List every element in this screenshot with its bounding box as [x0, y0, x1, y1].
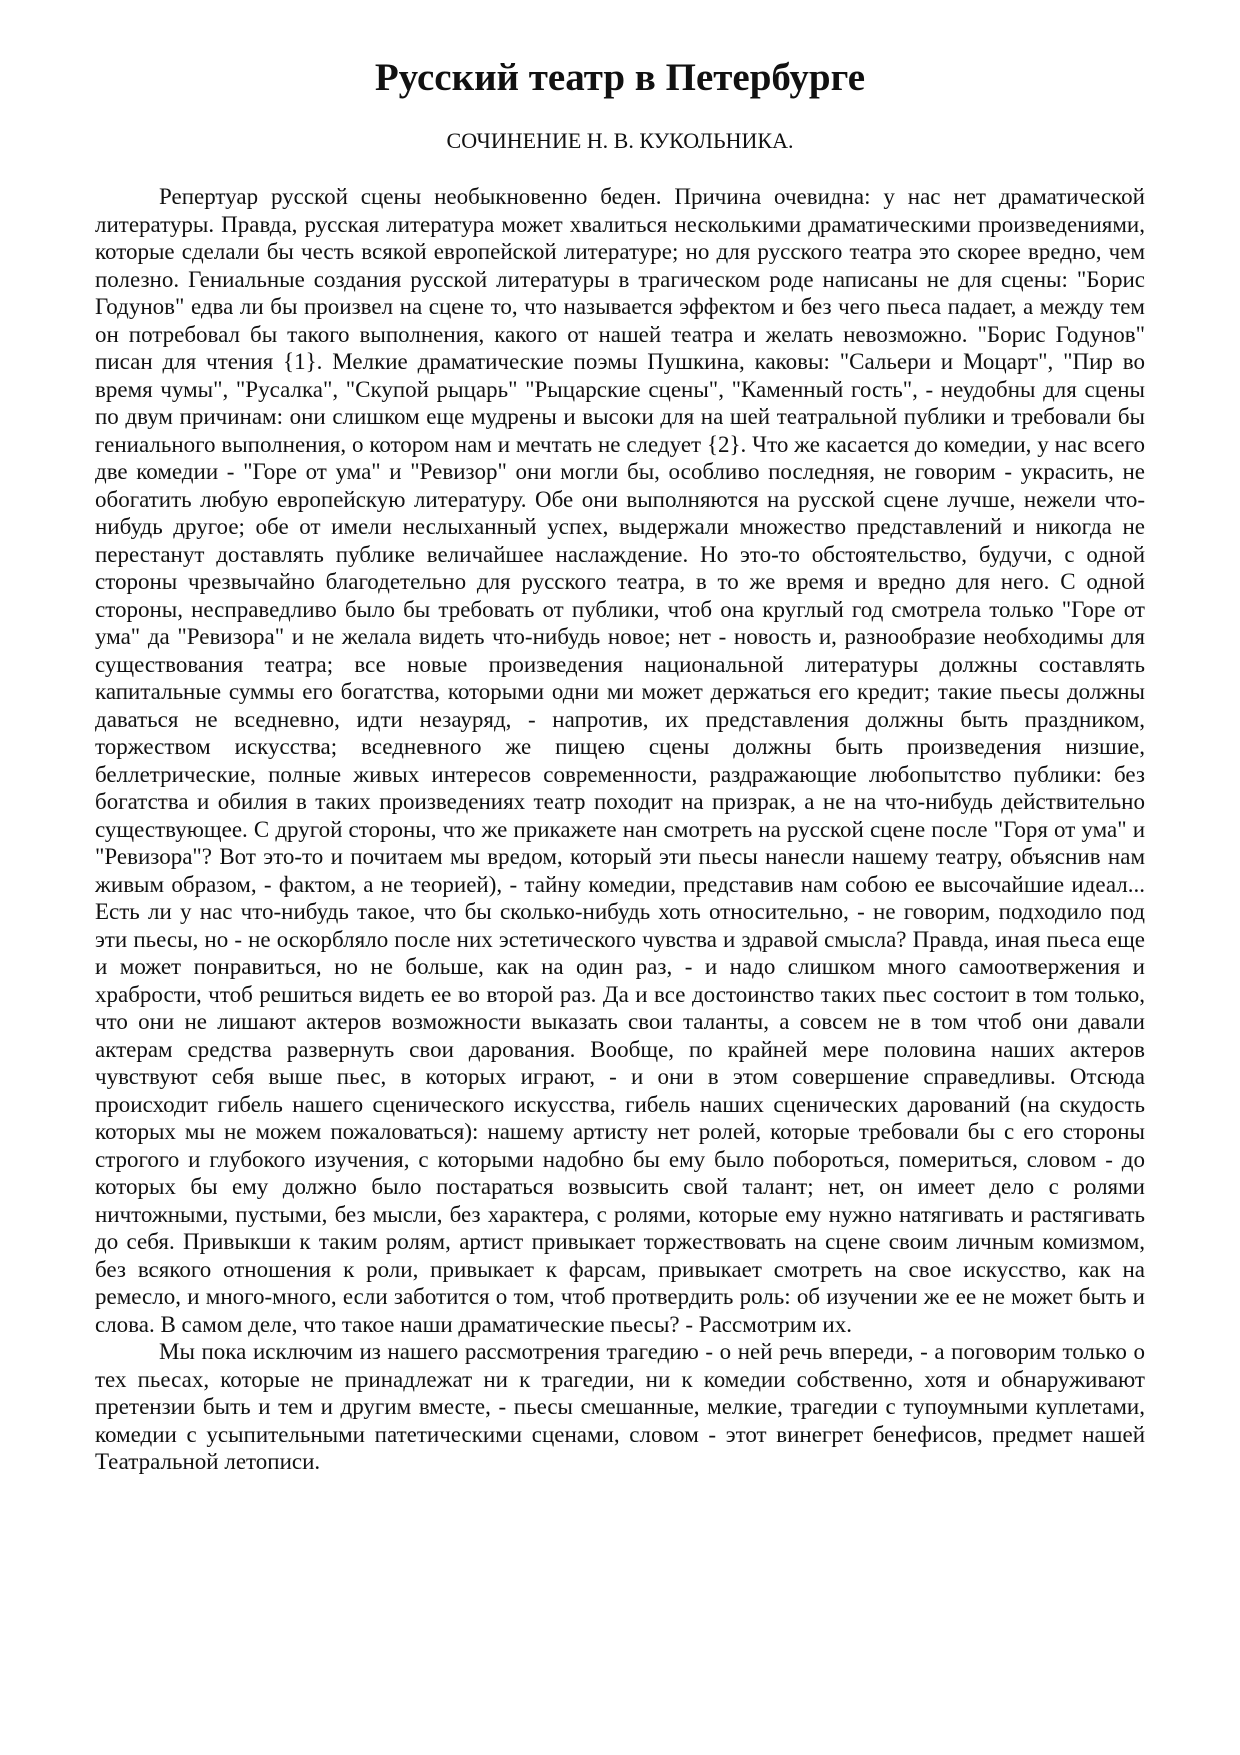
- paragraph: Репертуар русской сцены необыкновенно беден. Причина очевидна: у нас нет драматической литературы. Правда, русская литература может хвалиться несколькими драматическими произведениями, которые сделали бы честь всякой европейской литературе; но для русского театра это скорее вредно, чем полезно. Гениальные создания русской литературы в трагическом роде написаны не для сцены: "Борис Годунов" едва ли бы произвел на сцене то, что называется эффектом и без чего пьеса падает, а между тем он потребовал бы такого выполнения, какого от нашей театра и желать невозможно. "Борис Годунов" писан для чтения {1}. Мелкие драматические поэмы Пушкина, каковы: "Сальери и Моцарт", "Пир во время чумы", "Русалка", "Скупой рыцарь" "Рыцарские сцены", "Каменный гость", - неудобны для сцены по двум причинам: они слишком еще мудрены и высоки для на шей театральной публики и требовали бы гениального выполнения, о котором нам и мечтать не следует {2}. Что же касается до комедии, у нас всего две комедии - "Горе от ума" и "Ревизор" они могли бы, особливо последняя, не говорим - украсить, не обогатить любую европейскую литературу. Обе они выполняются на русской сцене лучше, нежели что-нибудь другое; обе от имели неслыханный успех, выдержали множество представлений и никогда не перестанут доставлять публике величайшее наслаждение. Но это-то обстоятельство, будучи, с одной стороны чрезвычайно благодетельно для русского театра, в то же время и вредно для него. С одной стороны, несправедливо было бы требовать от публики, чтоб она круглый год смотрела только "Горе от ума" да "Ревизора" и не желала видеть что-нибудь новое; нет - новость и, разнообразие необходимы для существования театра; все новые произведения национальной литературы должны составлять капитальные суммы его богатства, которыми одни ми может держаться его кредит; такие пьесы должны даваться не вседневно, идти незауряд, - напротив, их представления должны быть праздником, торжеством искусства; вседневного же пищею сцены должны быть произведения низшие, беллетрические, полные живых интересов современности, раздражающие любопытство публики: без богатства и обилия в таких произведениях театр походит на призрак, а не на что-нибудь действительно существующее. С другой стороны, что же прикажете нан смотреть на русской сцене после "Горя от ума" и "Ревизора"? Вот это-то и почитаем мы вредом, который эти пьесы нанесли нашему театру, объяснив нам живым образом, - фактом, а не теорией), - тайну комедии, представив нам собою ее высочайшие идеал... Есть ли у нас что-нибудь такое, что бы сколько-нибудь хоть относительно, - не говорим, подходило под эти пьесы, но - не оскорбляло после них эстетического чувства и здравой смысла? Правда, иная пьеса еще и может понравиться, но не больше, как на один раз, - и надо слишком много самоотвержения и храбрости, чтоб решиться видеть ее во второй раз. Да и все достоинство таких пьес состоит в том только, что они не лишают актеров возможности выказать свои таланты, а совсем не в том чтоб они давали актерам средства развернуть свои дарования. Вообще, по крайней мере половина наших актеров чувствуют себя выше пьес, в которых играют, - и они в этом совершение справедливы. Отсюда происходит гибель нашего сценического искусства, гибель наших сценических дарований (на скудость которых мы не можем пожаловаться): нашему артисту нет ролей, которые требовали бы с его стороны строгого и глубокого изучения, с которыми надобно бы ему было побороться, помериться, словом - до которых бы ему должно было постараться возвысить свой талант; нет, он имеет дело с ролями ничтожными, пустыми, без мысли, без характера, с ролями, которые ему нужно натягивать и растягивать до себя. Привыкши к таким ролям, артист привыкает торжествовать на сцене своим личным комизмом, без всякого отношения к роли, привыкает к фарсам, привыкает смотреть на свое искусство, как на ремесло, и много-много, если заботится о том, чтоб протвердить роль: об изучении же ее не может быть и слова. В самом деле, что такое наши драматические пьесы? - Рассмотрим их.: [95, 184, 1145, 1337]
- document-title: Русский театр в Петербурге: [374, 56, 866, 99]
- paragraph: Мы пока исключим из нашего рассмотрения трагедию - о ней речь впереди, - а поговорим только о тех пьесах, которые не принадлежат ни к трагедии, ни к комедии собственно, хотя и обнаруживают претензии быть и тем и другим вместе, - пьесы смешанные, мелкие, трагедии с тупоумными куплетами, комедии с усыпительными патетическими сценами, словом - этот винегрет бенефисов, предмет нашей Театральной летописи.: [95, 1339, 1145, 1474]
- document-subtitle: СОЧИНЕНИЕ Н. В. КУКОЛЬНИКА.: [446, 128, 794, 153]
- document-page: [95, 55, 1145, 1476]
